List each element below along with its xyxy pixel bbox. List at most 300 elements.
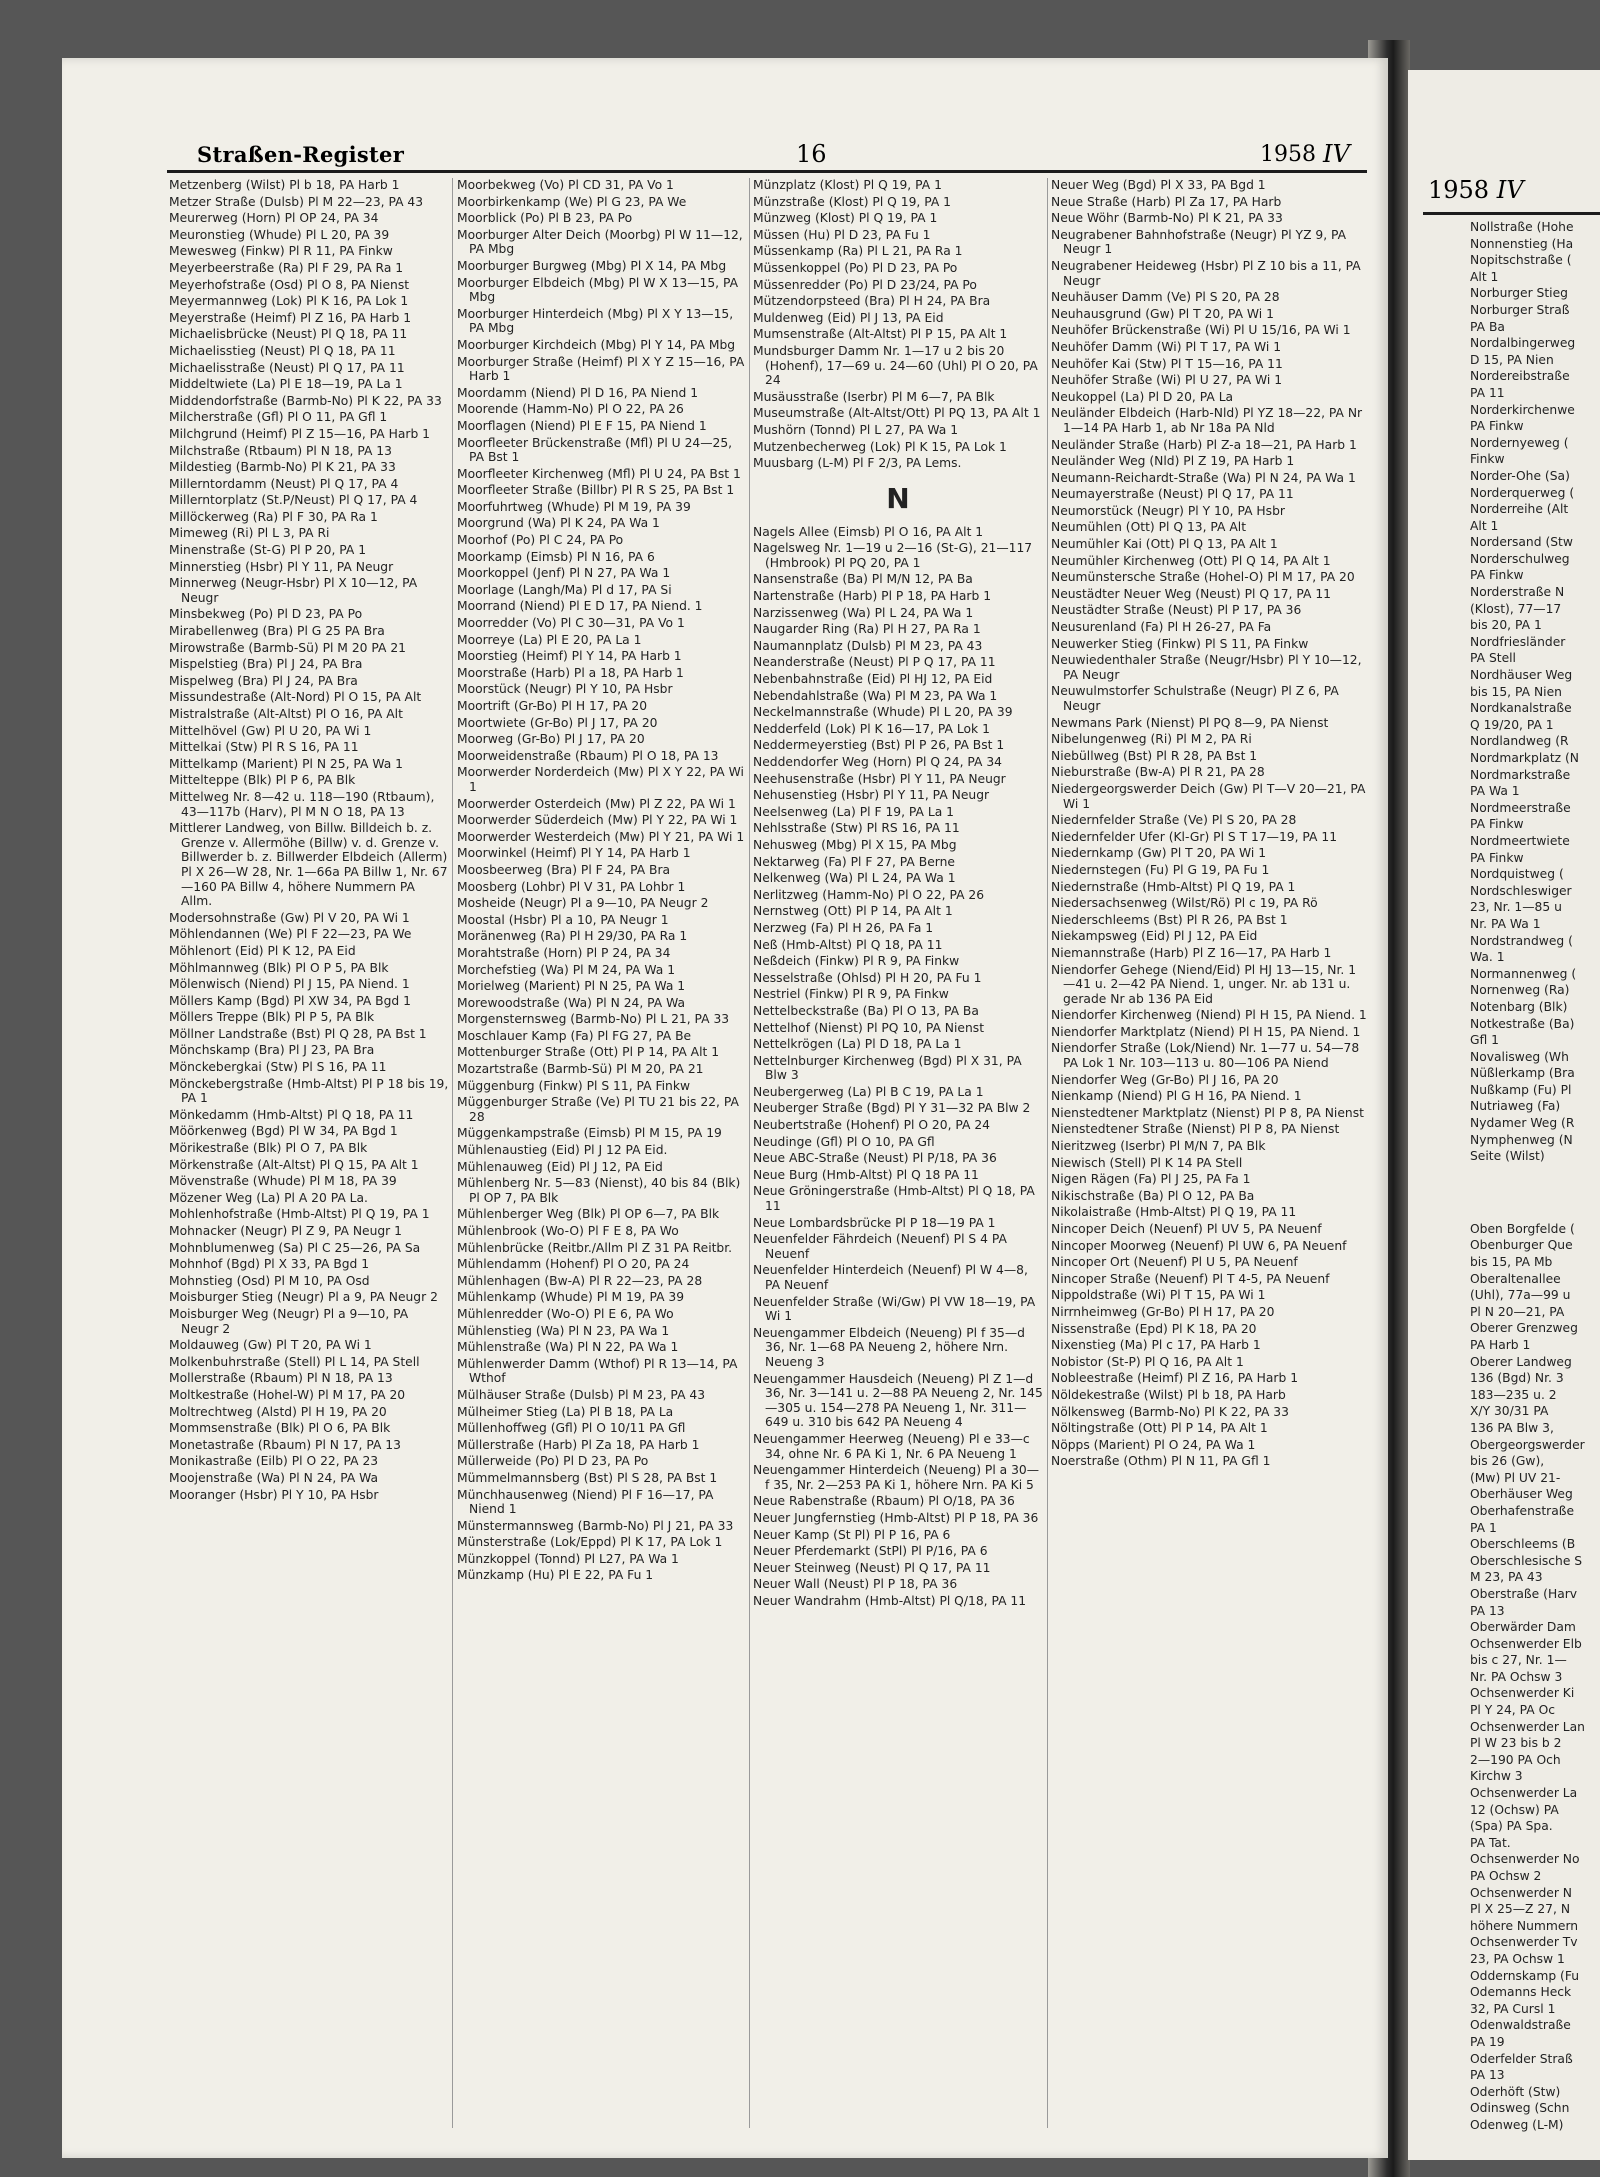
facing-page-entry: höhere Nummern xyxy=(1470,1918,1579,1933)
register-entry: Moldauweg (Gw) Pl T 20, PA Wi 1 xyxy=(169,1338,372,1353)
facing-page-entry: bis c 27, Nr. 1— xyxy=(1470,1653,1567,1668)
register-entry: Narzissenweg (Wa) Pl L 24, PA Wa 1 xyxy=(753,605,974,620)
register-entry: Moltkestraße (Hohel-W) Pl M 17, PA 20 xyxy=(169,1387,406,1402)
register-entry: Neudinge (Gfl) Pl O 10, PA Gfl xyxy=(753,1134,935,1149)
register-entry: Mildestieg (Barmb-No) Pl K 21, PA 33 xyxy=(169,460,396,475)
facing-page-entry: PA 11 xyxy=(1470,385,1505,400)
register-entry: Meyerhofstraße (Osd) Pl O 8, PA Nienst xyxy=(169,277,410,292)
register-entry: Mühlenstieg (Wa) Pl N 23, PA Wa 1 xyxy=(457,1323,670,1338)
register-entry: Münzstraße (Klost) Pl Q 19, PA 1 xyxy=(753,194,951,209)
register-entry: Neuhöfer Damm (Wi) Pl T 17, PA Wi 1 xyxy=(1051,339,1282,354)
register-entry: Niedernfelder Straße (Ve) Pl S 20, PA 28 xyxy=(1051,813,1297,828)
register-entry: Neuhausgrund (Gw) Pl T 20, PA Wi 1 xyxy=(1051,306,1274,321)
register-entry: Nikolaistraße (Hmb-Altst) Pl Q 19, PA 11 xyxy=(1051,1205,1297,1220)
facing-page-entry: PA Tat. xyxy=(1470,1835,1511,1850)
facing-page-entry: Nordkanalstraße xyxy=(1470,701,1572,716)
facing-page-entry: Oberschlesische S xyxy=(1470,1553,1583,1568)
register-entry: Musäusstraße (Iserbr) Pl M 6—7, PA Blk xyxy=(753,389,995,404)
facing-page-entry: Kirchw 3 xyxy=(1470,1769,1523,1784)
register-entry: Neuwerker Stieg (Finkw) Pl S 11, PA Finkw xyxy=(1051,636,1309,651)
register-entry: Moorreye (La) Pl E 20, PA La 1 xyxy=(457,632,642,647)
register-entry: Morielweg (Marient) Pl N 25, PA Wa 1 xyxy=(457,979,686,994)
register-entry: Moschlauer Kamp (Fa) Pl FG 27, PA Be xyxy=(457,1028,692,1043)
facing-page-entry: Novalisweg (Wh xyxy=(1470,1049,1569,1064)
register-entry: Mühlenredder (Wo-O) Pl E 6, PA Wo xyxy=(457,1306,674,1321)
register-entry: Naugarder Ring (Ra) Pl H 27, PA Ra 1 xyxy=(753,622,981,637)
register-entry: Mönkedamm (Hmb-Altst) Pl Q 18, PA 11 xyxy=(169,1107,414,1122)
register-entry: Neustädter Neuer Weg (Neust) Pl Q 17, PA 11 xyxy=(1051,586,1331,601)
register-entry: Mühlenkamp (Whude) Pl M 19, PA 39 xyxy=(457,1290,685,1305)
register-entry: Mooranger (Hsbr) Pl Y 10, PA Hsbr xyxy=(169,1487,379,1502)
facing-page-entry: Nordernyeweg ( xyxy=(1470,435,1569,450)
register-entry: Neue Gröningerstraße (Hmb-Altst) Pl Q 18, PA 11 xyxy=(753,1184,1035,1214)
register-entry: Nesselstraße (Ohlsd) Pl H 20, PA Fu 1 xyxy=(753,970,982,985)
register-entry: Mohnblumenweg (Sa) Pl C 25—26, PA Sa xyxy=(169,1240,421,1255)
page-title: Straßen-Register xyxy=(197,142,405,167)
register-entry: Moosberg (Lohbr) Pl V 31, PA Lohbr 1 xyxy=(457,879,686,894)
register-entry: Neumorstück (Neugr) Pl Y 10, PA Hsbr xyxy=(1051,503,1285,518)
register-entry: Neumünstersche Straße (Hohel-O) Pl M 17, PA 20 xyxy=(1051,570,1355,585)
register-entry: Niedernfelder Ufer (Kl-Gr) Pl S T 17—19, PA 11 xyxy=(1051,829,1338,844)
facing-page-entry: Nordhäuser Weg xyxy=(1470,668,1573,683)
register-entry: Neuhöfer Kai (Stw) Pl T 15—16, PA 11 xyxy=(1051,356,1283,371)
register-entry: Münzkamp (Hu) Pl E 22, PA Fu 1 xyxy=(457,1568,654,1583)
register-entry: Neddendorfer Weg (Horn) Pl Q 24, PA 34 xyxy=(753,755,1002,769)
facing-page-entry: PA Finkw xyxy=(1470,850,1524,865)
register-entry: Minnerweg (Neugr-Hsbr) Pl X 10—12, PA Neugr xyxy=(169,576,418,605)
register-entry: Mühlenhagen (Bw-A) Pl R 22—23, PA 28 xyxy=(457,1273,703,1288)
register-entry: Mohnstieg (Osd) Pl M 10, PA Osd xyxy=(169,1273,370,1288)
register-entry: Moorburger Elbdeich (Mbg) Pl W X 13—15, PA Mbg xyxy=(457,275,739,305)
facing-page-entry: 136 (Bgd) Nr. 3 xyxy=(1470,1371,1564,1386)
register-entry: Nieburstraße (Bw-A) Pl R 21, PA 28 xyxy=(1051,765,1265,780)
register-entry: Nektarweg (Fa) Pl F 27, PA Berne xyxy=(753,854,955,869)
facing-page-entry: Nopitschstraße ( xyxy=(1470,253,1572,268)
register-entry: Münsterstraße (Lok/Eppd) Pl K 17, PA Lok 1 xyxy=(457,1535,723,1550)
register-entry: Nöltingstraße (Ott) Pl P 14, PA Alt 1 xyxy=(1051,1421,1268,1436)
facing-page-entry: Oben Borgfelde ( xyxy=(1470,1221,1575,1236)
register-entry: Mönckebergstraße (Hmb-Altst) Pl P 18 bis 19, PA 1 xyxy=(169,1076,449,1106)
register-entry: Noerstraße (Othm) Pl N 11, PA Gfl 1 xyxy=(1051,1454,1271,1469)
facing-page-entry: Nordstrandweg ( xyxy=(1470,933,1573,948)
register-entry: Mörikestraße (Blk) Pl O 7, PA Blk xyxy=(169,1141,368,1156)
register-entry: Mühlendamm (Hohenf) Pl O 20, PA 24 xyxy=(457,1257,690,1272)
facing-page-entry: Alt 1 xyxy=(1470,518,1499,533)
facing-page-entry: Nußkamp (Fu) Pl xyxy=(1470,1082,1572,1097)
register-entry: Müssenredder (Po) Pl D 23/24, PA Po xyxy=(753,277,977,292)
register-entry: Mühlenbrook (Wo-O) Pl F E 8, PA Wo xyxy=(457,1224,679,1238)
facing-page-entry: 32, PA Cursl 1 xyxy=(1470,2001,1556,2016)
facing-page-entry: Nordalbingerweg xyxy=(1470,336,1576,351)
register-entry: Niedergeorgswerder Deich (Gw) Pl T—V 20—21, PA Wi 1 xyxy=(1051,781,1366,811)
register-entry: Neue Wöhr (Barmb-No) Pl K 21, PA 33 xyxy=(1051,211,1283,226)
register-entry: Neuberger Straße (Bgd) Pl Y 31—32 PA Blw 2 xyxy=(753,1101,1031,1116)
facing-page-entry: Nordfriesländer xyxy=(1470,634,1566,649)
register-entry: Moorbekweg (Vo) Pl CD 31, PA Vo 1 xyxy=(457,178,674,192)
facing-page-entry: Oberschleems (B xyxy=(1470,1537,1576,1552)
register-entry: Neugrabener Bahnhofstraße (Neugr) Pl YZ 9, PA Neugr 1 xyxy=(1051,227,1347,257)
register-entry: Neumühler Kirchenweg (Ott) Pl Q 14, PA Alt 1 xyxy=(1051,553,1331,568)
register-entry: Neuhöfer Straße (Wi) Pl U 27, PA Wi 1 xyxy=(1051,373,1283,388)
facing-page-entry: PA Wa 1 xyxy=(1470,784,1520,799)
register-entry: Moorblick (Po) Pl B 23, PA Po xyxy=(457,211,633,226)
register-entry: Moorburger Hinterdeich (Mbg) Pl X Y 13—15, PA Mbg xyxy=(457,306,734,336)
facing-page-entry: PA Finkw xyxy=(1470,419,1524,434)
register-entry: Nestriel (Finkw) Pl R 9, PA Finkw xyxy=(753,987,949,1002)
register-entry: Nieritzweg (Iserbr) Pl M/N 7, PA Blk xyxy=(1051,1139,1266,1154)
register-entry: Moortwiete (Gr-Bo) Pl J 17, PA 20 xyxy=(457,715,658,730)
register-entry: Moorflagen (Niend) Pl E F 15, PA Niend 1 xyxy=(457,418,707,433)
facing-page-entry: Nordmarkplatz (N xyxy=(1470,751,1579,765)
register-entry: Moorwerder Westerdeich (Mw) Pl Y 21, PA Wi 1 xyxy=(457,829,745,844)
facing-page-entry: Nonnenstieg (Ha xyxy=(1470,236,1574,251)
register-entry: Neuer Wall (Neust) Pl P 18, PA 36 xyxy=(753,1577,958,1592)
facing-page-entry: Oberwärder Dam xyxy=(1470,1620,1576,1635)
register-entry: Nincoper Straße (Neuenf) Pl T 4-5, PA Neuenf xyxy=(1051,1271,1330,1286)
register-entry: Mohnhof (Bgd) Pl X 33, PA Bgd 1 xyxy=(169,1257,370,1272)
register-entry: Moisburger Stieg (Neugr) Pl a 9, PA Neugr 2 xyxy=(169,1290,438,1305)
register-entry: Nigen Rägen (Fa) Pl J 25, PA Fa 1 xyxy=(1051,1172,1251,1187)
facing-page-entry: Norburger Straß xyxy=(1470,302,1570,317)
facing-page-entry: (Spa) PA Spa. xyxy=(1470,1819,1553,1834)
register-entry: Niendorfer Straße (Lok/Niend) Nr. 1—77 u. 54—78 PA Lok 1 Nr. 103—113 u. 80—106 PA Niend xyxy=(1051,1041,1360,1071)
register-entry: Nobistor (St-P) Pl Q 16, PA Alt 1 xyxy=(1051,1354,1244,1369)
facing-page-entry: Pl Y 24, PA Oc xyxy=(1470,1703,1556,1718)
register-entry: Millerntorplatz (St.P/Neust) Pl Q 17, PA 4 xyxy=(169,493,418,508)
register-entry: Mommsenstraße (Blk) Pl O 6, PA Blk xyxy=(169,1421,391,1436)
register-entry: Muldenweg (Eid) Pl J 13, PA Eid xyxy=(753,310,944,325)
register-entry: Neue Rabenstraße (Rbaum) Pl O/18, PA 36 xyxy=(753,1494,1015,1509)
facing-page-entry: Nr. PA Ochsw 3 xyxy=(1470,1669,1563,1684)
register-entry: Milchstraße (Rtbaum) Pl N 18, PA 13 xyxy=(169,443,392,458)
page-header xyxy=(62,134,1388,174)
register-entry: Meyermannweg (Lok) Pl K 16, PA Lok 1 xyxy=(169,294,409,309)
facing-page-entry: Norderreihe (Alt xyxy=(1470,502,1569,517)
register-entry: Neuer Jungfernstieg (Hmb-Altst) Pl P 18, PA 36 xyxy=(753,1510,1039,1525)
register-entry: Mülhäuser Straße (Dulsb) Pl M 23, PA 43 xyxy=(457,1387,706,1402)
register-entry: Moorweg (Gr-Bo) Pl J 17, PA 20 xyxy=(457,732,645,747)
register-entry: Neddermeyerstieg (Bst) Pl P 26, PA Bst 1 xyxy=(753,738,1005,753)
register-entry: Moorburger Straße (Heimf) Pl X Y Z 15—16, PA Harb 1 xyxy=(457,354,745,384)
register-entry: Neuer Weg (Bgd) Pl X 33, PA Bgd 1 xyxy=(1051,178,1266,192)
register-entry: Nelkenweg (Wa) Pl L 24, PA Wa 1 xyxy=(753,871,956,886)
register-entry: Mörkenstraße (Alt-Altst) Pl Q 15, PA Alt 1 xyxy=(169,1157,419,1172)
register-entry: Mühlenberg Nr. 5—83 (Nienst), 40 bis 84 (Blk) Pl OP 7, PA Blk xyxy=(457,1176,741,1205)
facing-page-entry: Nydamer Weg (R xyxy=(1470,1116,1575,1131)
register-entry: Neuengammer Heerweg (Neueng) Pl e 33—c 34, ohne Nr. 6 PA Ki 1, Nr. 6 PA Neueng 1 xyxy=(753,1431,1030,1461)
register-entry: Nedderfeld (Lok) Pl K 16—17, PA Lok 1 xyxy=(753,721,990,736)
register-entry: Niendorfer Marktplatz (Niend) Pl H 15, PA Niend. 1 xyxy=(1051,1024,1361,1039)
register-entry: Niederschleems (Bst) Pl R 26, PA Bst 1 xyxy=(1051,912,1288,927)
register-entry: Nebendahlstraße (Wa) Pl M 23, PA Wa 1 xyxy=(753,688,998,703)
facing-page-entry: 2—190 PA Och xyxy=(1470,1752,1561,1767)
facing-page-entry: Oderhöft (Stw) xyxy=(1470,2084,1561,2099)
register-entry: Müssenkamp (Ra) Pl L 21, PA Ra 1 xyxy=(753,244,963,259)
register-entry: Mittlerer Landweg, von Billw. Billdeich b. z. Grenze v. Allermöhe (Billw) v. d. Grenze v. Billwerder b. z. Billwerder Elbdeich (Allerm) Pl X 26—W 28, Nr. 1—66a PA Billw 1, Nr. 67—160 PA Billw 4, höhere Nummern PA Allm. xyxy=(169,821,448,909)
register-entry: Moorkoppel (Jenf) Pl N 27, PA Wa 1 xyxy=(457,566,671,581)
register-entry: Mölenwisch (Niend) Pl J 15, PA Niend. 1 xyxy=(169,977,410,992)
register-entry: Moorfuhrtweg (Whude) Pl M 19, PA 39 xyxy=(457,499,691,514)
register-entry: Mittelteppe (Blk) Pl P 6, PA Blk xyxy=(169,773,356,788)
register-entry: Müllenhoffweg (Gfl) Pl O 10/11 PA Gfl xyxy=(457,1421,686,1436)
facing-page-entry: Nordereibstraße xyxy=(1470,369,1570,384)
register-entry: Neuengammer Elbdeich (Neueng) Pl f 35—d 36, Nr. 1—68 PA Neueng 2, höhere Nrn. Neueng 3 xyxy=(753,1325,1025,1369)
facing-page-entry: (Mw) Pl UV 21- xyxy=(1470,1470,1561,1485)
register-entry: Niedernstraße (Hmb-Altst) Pl Q 19, PA 1 xyxy=(1051,879,1296,894)
register-entry: Monikastraße (Eilb) Pl O 22, PA 23 xyxy=(169,1454,379,1469)
register-entry: Nissenstraße (Epd) Pl K 18, PA 20 xyxy=(1051,1321,1257,1336)
register-entry: Moorlage (Langh/Ma) Pl d 17, PA Si xyxy=(457,582,672,597)
header-rule xyxy=(167,170,1367,173)
register-entry: Mümmelmannsberg (Bst) Pl S 28, PA Bst 1 xyxy=(457,1470,718,1485)
register-entry: Neuer Wandrahm (Hmb-Altst) Pl Q/18, PA 11 xyxy=(753,1593,1027,1608)
facing-page-entry: Nordquistweg ( xyxy=(1470,867,1564,882)
register-entry: Meyerstraße (Heimf) Pl Z 16, PA Harb 1 xyxy=(169,310,412,325)
facing-page-entry: Norderkirchenwe xyxy=(1470,402,1575,417)
register-entry: Minsbekweg (Po) Pl D 23, PA Po xyxy=(169,607,363,622)
register-entry: Mönckebergkai (Stw) Pl S 16, PA 11 xyxy=(169,1060,387,1075)
register-entry: Milcherstraße (Gfl) Pl O 11, PA Gfl 1 xyxy=(169,410,388,425)
register-entry: Nienkamp (Niend) Pl G H 16, PA Niend. 1 xyxy=(1051,1089,1302,1104)
register-column-3 xyxy=(753,178,1043,2138)
register-entry: Neue ABC-Straße (Neust) Pl P/18, PA 36 xyxy=(753,1151,997,1166)
register-entry: Mumsenstraße (Alt-Altst) Pl P 15, PA Alt 1 xyxy=(753,327,1008,342)
register-entry: Moorfleeter Straße (Billbr) Pl R S 25, PA Bst 1 xyxy=(457,483,735,498)
register-entry: Neelsenweg (La) Pl F 19, PA La 1 xyxy=(753,804,954,819)
facing-page-entry: PA Finkw xyxy=(1470,817,1524,832)
register-entry: Möllner Landstraße (Bst) Pl Q 28, PA Bst 1 xyxy=(169,1026,427,1041)
register-entry: Naumannplatz (Dulsb) Pl M 23, PA 43 xyxy=(753,638,983,653)
register-entry: Niewisch (Stell) Pl K 14 PA Stell xyxy=(1051,1155,1243,1170)
register-entry: Mühlenstraße (Wa) Pl N 22, PA Wa 1 xyxy=(457,1340,679,1355)
register-entry: Nerzweg (Fa) Pl H 26, PA Fa 1 xyxy=(753,920,934,935)
register-entry: Neuländer Straße (Harb) Pl Z-a 18—21, PA Harb 1 xyxy=(1051,437,1357,452)
facing-page-entry: 23, Nr. 1—85 u xyxy=(1470,900,1562,915)
facing-page-entry: PA Ba xyxy=(1470,319,1505,334)
facing-page-entry: 12 (Ochsw) PA xyxy=(1470,1802,1559,1817)
facing-page-entry: PA 19 xyxy=(1470,2034,1505,2049)
register-entry: Moorende (Hamm-No) Pl O 22, PA 26 xyxy=(457,402,684,417)
register-entry: Moisburger Weg (Neugr) Pl a 9—10, PA Neugr 2 xyxy=(169,1306,409,1336)
facing-page-entry: Nordmeertwiete xyxy=(1470,833,1570,848)
register-entry: Moostal (Hsbr) Pl a 10, PA Neugr 1 xyxy=(457,912,669,927)
register-entry: Metzer Straße (Dulsb) Pl M 22—23, PA 43 xyxy=(169,194,424,209)
register-entry: Moorweidenstraße (Rbaum) Pl O 18, PA 13 xyxy=(457,748,719,763)
register-entry: Niebüllweg (Bst) Pl R 28, PA Bst 1 xyxy=(1051,748,1258,763)
register-entry: Nernstweg (Ott) Pl P 14, PA Alt 1 xyxy=(753,904,953,919)
facing-page-entry: bis 20, PA 1 xyxy=(1470,618,1542,633)
facing-page-entry: Oberstraße (Harv xyxy=(1470,1586,1578,1601)
register-entry: Neustädter Straße (Neust) Pl P 17, PA 36 xyxy=(1051,603,1302,618)
facing-page-header xyxy=(1428,176,1524,204)
facing-page-entry: Nordmeerstraße xyxy=(1470,800,1571,815)
column-divider xyxy=(1047,178,1048,2128)
facing-page-entry: Pl X 25—Z 27, N xyxy=(1470,1902,1571,1917)
register-entry: Moorwerder Süderdeich (Mw) Pl Y 22, PA Wi 1 xyxy=(457,813,738,828)
facing-page-entry: Finkw xyxy=(1470,452,1505,467)
register-entry: Millöckerweg (Ra) Pl F 30, PA Ra 1 xyxy=(169,509,378,524)
register-column-1 xyxy=(169,178,449,2138)
register-entry: Niedernstegen (Fu) Pl G 19, PA Fu 1 xyxy=(1051,862,1270,877)
facing-page xyxy=(1408,70,1600,2160)
facing-page-entry: Pl N 20—21, PA xyxy=(1470,1304,1565,1319)
register-entry: Mewesweg (Finkw) Pl R 11, PA Finkw xyxy=(169,244,393,259)
register-entry: Neuwiedenthaler Straße (Neugr/Hsbr) Pl Y 10—12, PA Neugr xyxy=(1051,653,1362,682)
register-entry: Nincoper Deich (Neuenf) Pl UV 5, PA Neuenf xyxy=(1051,1222,1322,1236)
register-entry: Neuengammer Hausdeich (Neueng) Pl Z 1—d 36, Nr. 3—141 u. 2—88 PA Neueng 2, Nr. 145—305 u. 154—278 PA Neueng 1, Nr. 311—649 u. 310 bis 642 PA Neueng 4 xyxy=(753,1371,1043,1430)
register-entry: Michaelisstieg (Neust) Pl Q 18, PA 11 xyxy=(169,343,396,358)
facing-page-entry: 136 PA Blw 3, xyxy=(1470,1420,1554,1435)
register-entry: Nebenbahnstraße (Eid) Pl HJ 12, PA Eid xyxy=(753,672,993,687)
facing-page-entry: Odemanns Heck xyxy=(1470,1985,1572,2000)
register-entry: Morahtstraße (Horn) Pl P 24, PA 34 xyxy=(457,945,671,960)
register-entry: Moosbeerweg (Bra) Pl F 24, PA Bra xyxy=(457,862,671,877)
facing-page-entry: Odinsweg (Schn xyxy=(1470,2101,1570,2116)
register-entry: Möllers Kamp (Bgd) Pl XW 34, PA Bgd 1 xyxy=(169,993,411,1008)
register-entry: Michaelisbrücke (Neust) Pl Q 18, PA 11 xyxy=(169,327,408,342)
register-entry: Morchefstieg (Wa) Pl M 24, PA Wa 1 xyxy=(457,962,676,977)
register-entry: Möhlenort (Eid) Pl K 12, PA Eid xyxy=(169,943,356,958)
register-entry: Müssen (Hu) Pl D 23, PA Fu 1 xyxy=(753,227,931,242)
register-entry: Mözener Weg (La) Pl A 20 PA La. xyxy=(169,1190,368,1205)
facing-page-entry: Obenburger Que xyxy=(1470,1238,1573,1253)
register-entry: Münchhausenweg (Niend) Pl F 16—17, PA Niend 1 xyxy=(457,1487,714,1517)
register-entry: Missundestraße (Alt-Nord) Pl O 15, PA Alt xyxy=(169,690,422,705)
register-entry: Neusurenland (Fa) Pl H 26-27, PA Fa xyxy=(1051,620,1272,635)
facing-page-entry: Norderschulweg xyxy=(1470,551,1570,566)
register-entry: Mozartstraße (Barmb-Sü) Pl M 20, PA 21 xyxy=(457,1062,704,1077)
facing-page-entry: 183—235 u. 2 xyxy=(1470,1387,1557,1402)
facing-page-entry: (Klost), 77—17 xyxy=(1470,601,1562,616)
page-year: 1958 xyxy=(1260,142,1316,167)
page-volume: IV xyxy=(1323,140,1350,168)
register-entry: Milchgrund (Heimf) Pl Z 15—16, PA Harb 1 xyxy=(169,426,431,441)
register-entry: Müllerweide (Po) Pl D 23, PA Po xyxy=(457,1454,649,1469)
register-entry: Müggenburger Straße (Ve) Pl TU 21 bis 22, PA 28 xyxy=(457,1095,739,1124)
register-entry: Nettelkrögen (La) Pl D 18, PA La 1 xyxy=(753,1037,962,1052)
register-entry: Neugrabener Heideweg (Hsbr) Pl Z 10 bis a 11, PA Neugr xyxy=(1051,258,1361,288)
register-entry: Millerntordamm (Neust) Pl Q 17, PA 4 xyxy=(169,476,399,491)
register-entry: Minnerstieg (Hsbr) Pl Y 11, PA Neugr xyxy=(169,559,394,574)
register-entry: Moorhof (Po) Pl C 24, PA Po xyxy=(457,533,624,548)
register-entry: Moorrand (Niend) Pl E D 17, PA Niend. 1 xyxy=(457,599,703,614)
facing-page-entry: Nordlandweg (R xyxy=(1470,734,1569,749)
facing-page-entry: (Uhl), 77a—99 u xyxy=(1470,1288,1571,1303)
register-entry: Minenstraße (St-G) Pl P 20, PA 1 xyxy=(169,543,367,558)
facing-page-entry: Oddernskamp (Fu xyxy=(1470,1968,1580,1983)
register-entry: Mirabellenweg (Bra) Pl G 25 PA Bra xyxy=(169,624,385,639)
register-entry: Molkenbuhrstraße (Stell) Pl L 14, PA Stell xyxy=(169,1354,420,1369)
register-entry: Niemannstraße (Harb) Pl Z 16—17, PA Harb 1 xyxy=(1051,945,1332,960)
register-entry: Nienstedtener Marktplatz (Nienst) Pl P 8, PA Nienst xyxy=(1051,1105,1364,1120)
register-entry: Mittelkamp (Marient) Pl N 25, PA Wa 1 xyxy=(169,756,403,771)
register-entry: Neuhöfer Brückenstraße (Wi) Pl U 15/16, PA Wi 1 xyxy=(1051,323,1351,338)
register-entry: Möllers Treppe (Blk) Pl P 5, PA Blk xyxy=(169,1010,375,1025)
register-entry: Nincoper Ort (Neuenf) Pl U 5, PA Neuenf xyxy=(1051,1255,1298,1270)
register-entry: Mittelweg Nr. 8—42 u. 118—190 (Rtbaum), 43—117b (Harv), Pl M N O 18, PA 13 xyxy=(169,789,435,819)
facing-page-entry: Norderstraße N xyxy=(1470,585,1565,600)
facing-page-entry: Wa. 1 xyxy=(1470,950,1505,965)
register-entry: Neue Lombardsbrücke Pl P 18—19 PA 1 xyxy=(753,1215,996,1230)
register-entry: Niedersachsenweg (Wilst/Rö) Pl c 19, PA Rö xyxy=(1051,896,1318,911)
facing-page-entry: Pl W 23 bis b 2 xyxy=(1470,1736,1562,1751)
register-entry: Nirrnheimweg (Gr-Bo) Pl H 17, PA 20 xyxy=(1051,1304,1275,1319)
register-entry: Möörkenweg (Bgd) Pl W 34, PA Bgd 1 xyxy=(169,1124,398,1139)
register-entry: Moortrift (Gr-Bo) Pl H 17, PA 20 xyxy=(457,699,648,713)
register-entry: Mottenburger Straße (Ott) Pl P 14, PA Alt 1 xyxy=(457,1045,720,1060)
register-entry: Nöpps (Marient) Pl O 24, PA Wa 1 xyxy=(1051,1437,1256,1452)
register-entry: Mühlenbrücke (Reitbr./Allm Pl Z 31 PA Reitbr. xyxy=(457,1240,733,1255)
facing-page-entry: Norburger Stieg xyxy=(1470,286,1568,301)
register-entry: Middeltwiete (La) Pl E 18—19, PA La 1 xyxy=(169,377,403,392)
register-entry: Moorgrund (Wa) Pl K 24, PA Wa 1 xyxy=(457,516,660,531)
facing-page-entry: Oberhäuser Weg xyxy=(1470,1487,1573,1502)
facing-page-entry: Q 19/20, PA 1 xyxy=(1470,717,1554,732)
facing-page-entry: PA 1 xyxy=(1470,1520,1497,1535)
register-column-4 xyxy=(1051,178,1368,2138)
facing-page-entry: 23, PA Ochsw 1 xyxy=(1470,1951,1565,1966)
facing-page-entry: Nutriaweg (Fa) xyxy=(1470,1099,1561,1114)
register-entry: Neue Straße (Harb) Pl Za 17, PA Harb xyxy=(1051,194,1282,209)
facing-page-entry: Gfl 1 xyxy=(1470,1033,1500,1048)
register-entry: Nienstedtener Straße (Nienst) Pl P 8, PA Nienst xyxy=(1051,1122,1340,1137)
register-column-2 xyxy=(457,178,745,2138)
register-entry: Neckelmannstraße (Whude) Pl L 20, PA 39 xyxy=(753,705,1013,720)
register-entry: Niendorfer Kirchenweg (Niend) Pl H 15, PA Niend. 1 xyxy=(1051,1008,1367,1023)
register-entry: Mülheimer Stieg (La) Pl B 18, PA La xyxy=(457,1404,674,1419)
register-entry: Nettelbeckstraße (Ba) Pl O 13, PA Ba xyxy=(753,1003,979,1018)
facing-page-entry: PA 13 xyxy=(1470,2068,1505,2083)
register-entry: Moorwinkel (Heimf) Pl Y 14, PA Harb 1 xyxy=(457,846,691,861)
register-entry: Moorwerder Norderdeich (Mw) Pl X Y 22, PA Wi 1 xyxy=(457,765,744,794)
register-entry: Nehlsstraße (Stw) Pl RS 16, PA 11 xyxy=(753,821,960,836)
register-entry: Neuer Pferdemarkt (StPl) Pl P/16, PA 6 xyxy=(753,1544,988,1559)
register-entry: Neuengammer Hinterdeich (Neueng) Pl a 30—f 35, Nr. 2—253 PA Ki 1, höhere Nrn. PA Ki 5 xyxy=(753,1463,1040,1492)
facing-page-entry: D 15, PA Nien xyxy=(1470,352,1554,367)
register-entry: Mundsburger Damm Nr. 1—17 u 2 bis 20 (Hohenf), 17—69 u. 24—60 (Uhl) Pl O 20, PA 24 xyxy=(753,343,1038,388)
register-entry: Meyerbeerstraße (Ra) Pl F 29, PA Ra 1 xyxy=(169,260,404,275)
register-entry: Mönchskamp (Bra) Pl J 23, PA Bra xyxy=(169,1043,375,1058)
facing-page-entry: Odenweg (L-M) xyxy=(1470,2117,1564,2132)
facing-page-entry: Alt 1 xyxy=(1470,269,1499,284)
facing-page-entry: Nymphenweg (N xyxy=(1470,1132,1573,1147)
register-entry: Mistralstraße (Alt-Altst) Pl O 16, PA Alt xyxy=(169,707,403,721)
section-letter: N xyxy=(886,481,910,515)
register-entry: Möhlmannweg (Blk) Pl O P 5, PA Blk xyxy=(169,960,389,975)
register-entry: Moorburger Kirchdeich (Mbg) Pl Y 14, PA Mbg xyxy=(457,337,736,352)
register-entry: Moorredder (Vo) Pl C 30—31, PA Vo 1 xyxy=(457,616,685,631)
register-entry: Nerlitzweg (Hamm-No) Pl O 22, PA 26 xyxy=(753,887,985,902)
register-entry: Nixenstieg (Ma) Pl c 17, PA Harb 1 xyxy=(1051,1338,1261,1353)
facing-page-entry: Odenwaldstraße xyxy=(1470,2018,1571,2033)
register-entry: Müssenkoppel (Po) Pl D 23, PA Po xyxy=(753,260,958,275)
register-entry: Mövenstraße (Whude) Pl M 18, PA 39 xyxy=(169,1174,397,1189)
column-divider xyxy=(749,178,750,2128)
register-entry: Mirowstraße (Barmb-Sü) Pl M 20 PA 21 xyxy=(169,640,406,655)
facing-page-entry: M 23, PA 43 xyxy=(1470,1570,1543,1585)
register-entry: Moorfleeter Kirchenweg (Mfl) Pl U 24, PA Bst 1 xyxy=(457,466,741,481)
facing-page-entry: Obergeorgswerder xyxy=(1470,1437,1585,1452)
register-entry: Mutzenbecherweg (Lok) Pl K 15, PA Lok 1 xyxy=(753,439,1007,454)
page-number: 16 xyxy=(796,140,827,168)
register-entry: Middendorfstraße (Barmb-No) Pl K 22, PA 33 xyxy=(169,393,442,408)
register-entry: Nibelungenweg (Ri) Pl M 2, PA Ri xyxy=(1051,732,1252,747)
facing-page-entry: Notenbarg (Blk) xyxy=(1470,999,1568,1014)
register-entry: Mispelstieg (Bra) Pl J 24, PA Bra xyxy=(169,657,363,672)
register-entry: Müggenburg (Finkw) Pl S 11, PA Finkw xyxy=(457,1078,691,1093)
register-entry: Neuländer Weg (Nld) Pl Z 19, PA Harb 1 xyxy=(1051,454,1295,469)
register-entry: Nehusweg (Mbg) Pl X 15, PA Mbg xyxy=(753,837,957,852)
